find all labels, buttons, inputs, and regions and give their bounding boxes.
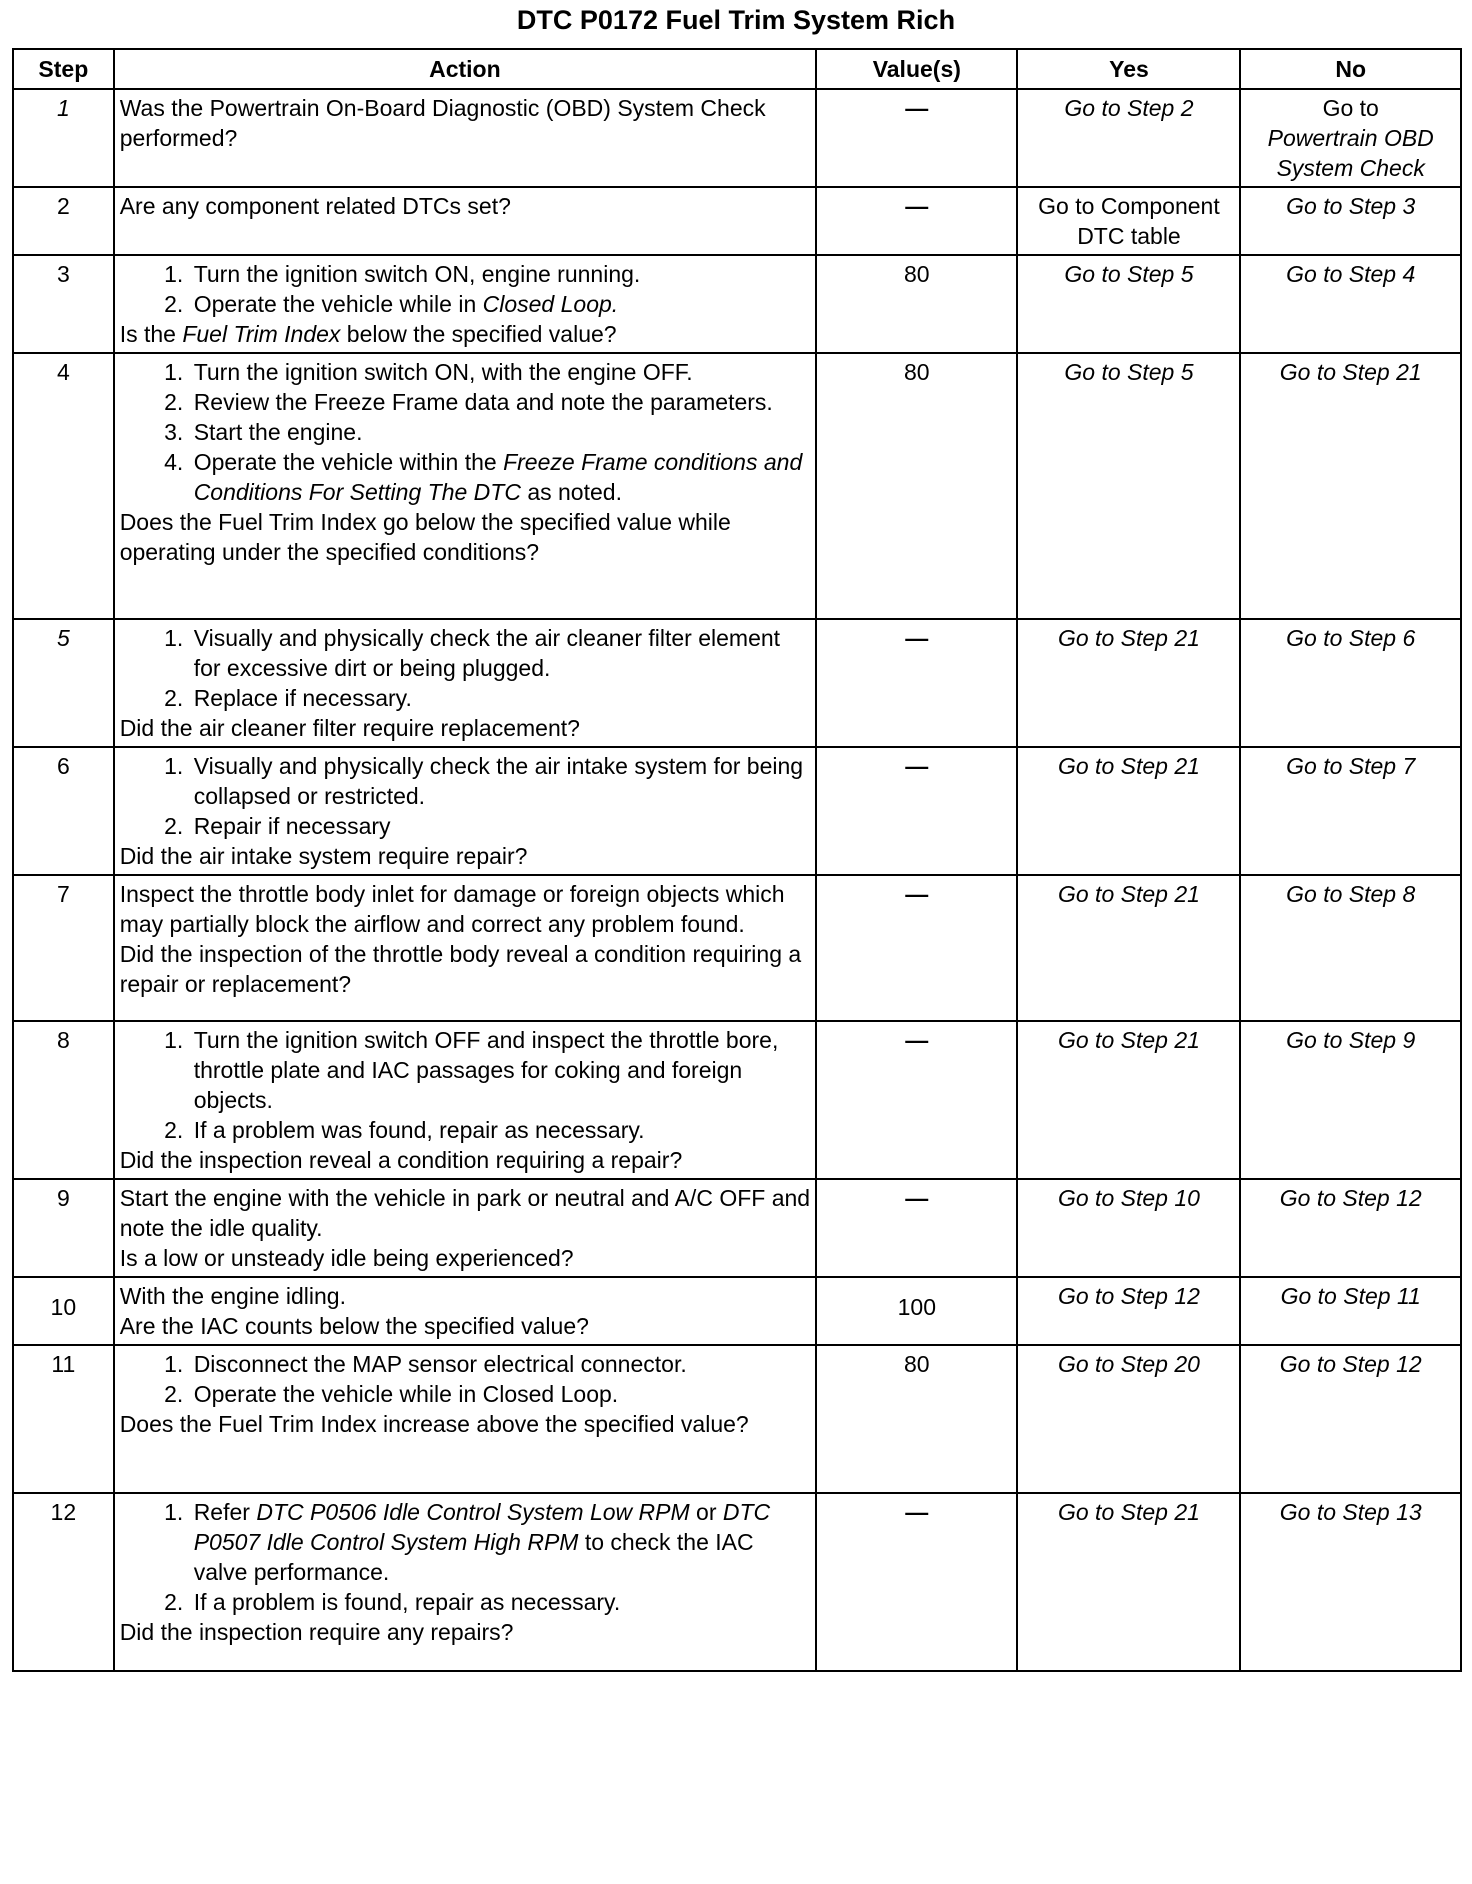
action-question: Did the air intake system require repair? — [119, 843, 528, 869]
value-cell: — — [816, 875, 1017, 1021]
no-cell: Go to Step 9 — [1240, 1021, 1461, 1179]
table-row — [13, 619, 1461, 747]
header-yes: Yes — [1017, 49, 1240, 89]
header-step: Step — [13, 49, 114, 89]
table-row — [13, 1179, 1461, 1277]
yes-cell: Go to Step 21 — [1017, 619, 1240, 747]
no-cell: Go to Step 21 — [1240, 353, 1461, 619]
action-cell — [114, 1493, 816, 1671]
action-item: 2. Operate the vehicle while in Closed Loop. — [190, 289, 810, 319]
header-row — [13, 49, 1461, 89]
action-question: Did the inspection reveal a condition requiring a repair? — [119, 1147, 683, 1173]
action-question: Is the Fuel Trim Index below the specified value? — [119, 321, 617, 347]
header-no: No — [1240, 49, 1461, 89]
step-number: 7 — [13, 875, 114, 1021]
step-number: 1 — [13, 89, 114, 187]
step-number: 4 — [13, 353, 114, 619]
action-question: Does the Fuel Trim Index increase above the specified value? — [119, 1411, 749, 1437]
table-row — [13, 1277, 1461, 1345]
step-number: 3 — [13, 255, 114, 353]
value-cell: 80 — [816, 255, 1017, 353]
table-row — [13, 1493, 1461, 1671]
no-cell: Go to Step 3 — [1240, 187, 1461, 255]
yes-cell: Go to Step 21 — [1017, 875, 1240, 1021]
step-number: 6 — [13, 747, 114, 875]
diagnostic-table — [12, 48, 1462, 1672]
yes-cell: Go to Step 10 — [1017, 1179, 1240, 1277]
action-question: Did the inspection of the throttle body reveal a condition requiring a repair or replacement? — [119, 941, 802, 997]
action-cell — [114, 1345, 816, 1493]
value-cell: — — [816, 1021, 1017, 1179]
header-action: Action — [114, 49, 816, 89]
no-cell: Go to Step 12 — [1240, 1179, 1461, 1277]
action-cell — [114, 619, 816, 747]
table-row — [13, 747, 1461, 875]
action-text: Was the Powertrain On-Board Diagnostic (OBD) System Check performed? — [119, 95, 766, 151]
step-number: 9 — [13, 1179, 114, 1277]
header-values: Value(s) — [816, 49, 1017, 89]
table-row — [13, 875, 1461, 1021]
action-cell — [114, 353, 816, 619]
no-cell: Go to Step 11 — [1240, 1277, 1461, 1345]
yes-cell: Go to Step 2 — [1017, 89, 1240, 187]
action-item: 2. If a problem is found, repair as necessary. — [190, 1587, 810, 1617]
no-text-line2: Powertrain OBD System Check — [1267, 125, 1434, 181]
table-row — [13, 1345, 1461, 1493]
action-item: 2. Repair if necessary — [190, 811, 810, 841]
action-item: 1. Turn the ignition switch ON, with the engine OFF. — [190, 357, 810, 387]
action-item: 1. Visually and physically check the air intake system for being collapsed or restricted. — [190, 751, 810, 811]
value-cell: — — [816, 89, 1017, 187]
action-item: 1. Refer DTC P0506 Idle Control System Low RPM or DTC P0507 Idle Control System High RPM to check the IAC valve performance. — [190, 1497, 810, 1587]
action-item: 2. Review the Freeze Frame data and note the parameters. — [190, 387, 810, 417]
action-question: Did the inspection require any repairs? — [119, 1619, 514, 1645]
yes-cell: Go to Step 12 — [1017, 1277, 1240, 1345]
action-item: 1. Turn the ignition switch ON, engine running. — [190, 259, 810, 289]
no-cell — [1240, 89, 1461, 187]
action-item: 1. Disconnect the MAP sensor electrical connector. — [190, 1349, 810, 1379]
no-cell: Go to Step 4 — [1240, 255, 1461, 353]
action-question: Does the Fuel Trim Index go below the specified value while operating under the specified conditions? — [119, 509, 731, 565]
no-cell: Go to Step 8 — [1240, 875, 1461, 1021]
document-title: DTC P0172 Fuel Trim System Rich — [516, 5, 956, 35]
step-number: 10 — [13, 1277, 114, 1345]
action-item: 2. Operate the vehicle while in Closed Loop. — [190, 1379, 810, 1409]
value-cell: — — [816, 187, 1017, 255]
no-cell: Go to Step 13 — [1240, 1493, 1461, 1671]
value-cell: 80 — [816, 353, 1017, 619]
table-row — [13, 1021, 1461, 1179]
step-number: 8 — [13, 1021, 114, 1179]
yes-cell: Go to Step 20 — [1017, 1345, 1240, 1493]
value-cell: — — [816, 1493, 1017, 1671]
action-cell — [114, 875, 816, 1021]
step-number: 2 — [13, 187, 114, 255]
yes-cell: Go to Step 5 — [1017, 255, 1240, 353]
action-item: 1. Turn the ignition switch OFF and inspect the throttle bore, throttle plate and IAC passages for coking and foreign objects. — [190, 1025, 810, 1115]
action-cell — [114, 747, 816, 875]
value-cell: — — [816, 1179, 1017, 1277]
action-item: 2. If a problem was found, repair as necessary. — [190, 1115, 810, 1145]
step-number: 12 — [13, 1493, 114, 1671]
action-question: Are the IAC counts below the specified value? — [119, 1313, 589, 1339]
yes-cell: Go to Component DTC table — [1017, 187, 1240, 255]
value-cell: — — [816, 747, 1017, 875]
value-cell: 100 — [816, 1277, 1017, 1345]
action-cell — [114, 89, 816, 187]
table-row — [13, 353, 1461, 619]
no-cell: Go to Step 6 — [1240, 619, 1461, 747]
yes-cell: Go to Step 21 — [1017, 747, 1240, 875]
no-cell: Go to Step 7 — [1240, 747, 1461, 875]
step-number: 5 — [13, 619, 114, 747]
action-cell — [114, 187, 816, 255]
step-number: 11 — [13, 1345, 114, 1493]
action-item: 2. Replace if necessary. — [190, 683, 810, 713]
action-cell — [114, 255, 816, 353]
value-cell: — — [816, 619, 1017, 747]
table-row — [13, 255, 1461, 353]
no-text-line1: Go to — [1322, 95, 1379, 121]
action-question: Did the air cleaner filter require replacement? — [119, 715, 580, 741]
table-row — [13, 187, 1461, 255]
action-text: Are any component related DTCs set? — [119, 193, 511, 219]
action-text: Start the engine with the vehicle in park or neutral and A/C OFF and note the idle quality. — [119, 1185, 811, 1241]
action-cell — [114, 1179, 816, 1277]
table-row — [13, 89, 1461, 187]
action-item: 4. Operate the vehicle within the Freeze Frame conditions and Conditions For Setting The DTC as noted. — [190, 447, 810, 507]
yes-cell: Go to Step 5 — [1017, 353, 1240, 619]
no-cell: Go to Step 12 — [1240, 1345, 1461, 1493]
action-item: 3. Start the engine. — [190, 417, 810, 447]
yes-cell: Go to Step 21 — [1017, 1493, 1240, 1671]
action-question: Is a low or unsteady idle being experienced? — [119, 1245, 574, 1271]
yes-cell: Go to Step 21 — [1017, 1021, 1240, 1179]
value-cell: 80 — [816, 1345, 1017, 1493]
action-text: Inspect the throttle body inlet for damage or foreign objects which may partially block the airflow and correct any problem found. — [119, 881, 785, 937]
action-text: With the engine idling. — [119, 1283, 346, 1309]
action-cell — [114, 1277, 816, 1345]
action-item: 1. Visually and physically check the air cleaner filter element for excessive dirt or being plugged. — [190, 623, 810, 683]
action-cell — [114, 1021, 816, 1179]
